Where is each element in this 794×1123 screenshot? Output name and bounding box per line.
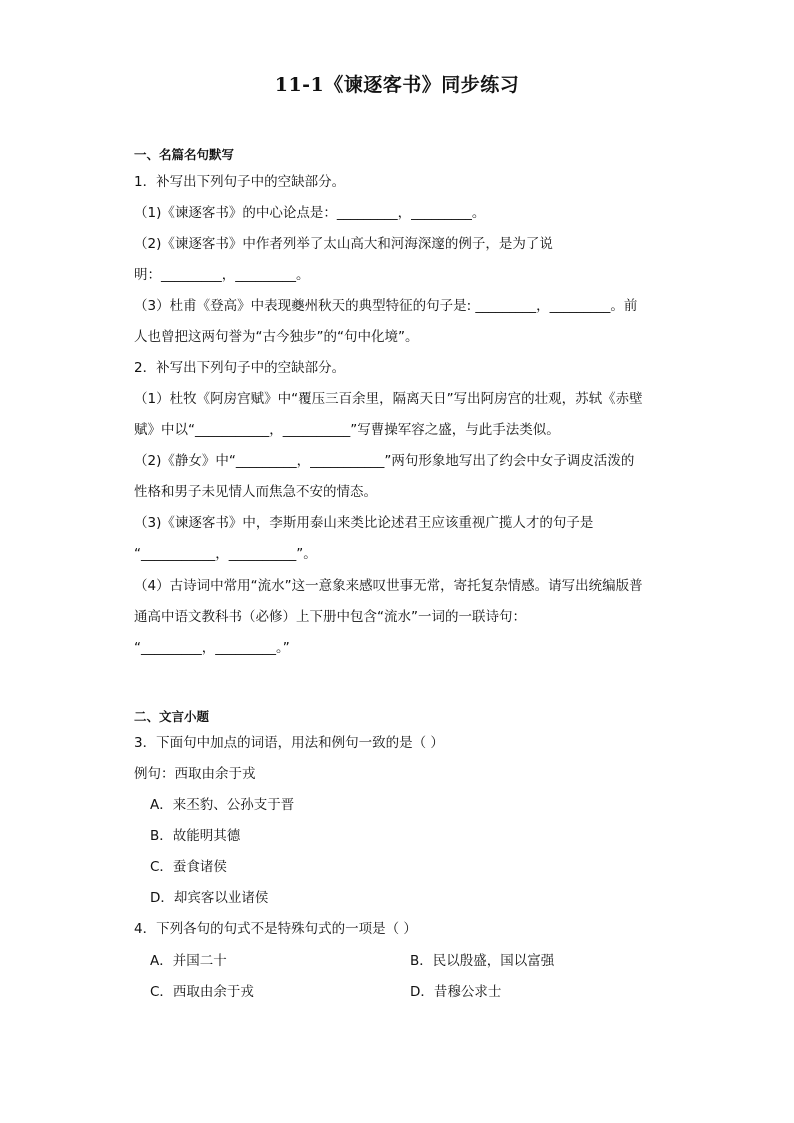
question-1-part-3-line-2: 人也曾把这两句誉为“古今独步”的“句中化境”。 (134, 329, 419, 345)
question-2-part-3-line-1: （3)《谏逐客书》中，李斯用泰山来类比论述君王应该重视广揽人才的句子是 (134, 515, 594, 531)
question-3-option-d[interactable]: D．却宾客以业诸侯 (150, 890, 269, 906)
question-4-option-a[interactable]: A．并国二十 (150, 953, 227, 969)
question-2-part-1-line-1: （1）杜牧《阿房宫赋》中“覆压三百余里，隔离天日”写出阿房宫的壮观，苏轼《赤壁 (134, 391, 643, 407)
question-1-part-2-line-2: 明：_________，_________。 (134, 267, 310, 283)
question-1-stem: 1．补写出下列句子中的空缺部分。 (134, 174, 346, 190)
question-2-part-2-line-1: （2)《静女》中“_________，___________”两句形象地写出了约会中女子调皮活泼的 (134, 453, 635, 469)
question-2-part-4-line-1: （4）古诗词中常用“流水”这一意象来感叹世事无常，寄托复杂情感。请写出统编版普 (134, 578, 643, 594)
question-2-part-3-line-2: “___________，__________”。 (134, 546, 317, 562)
question-2-part-4-line-3: “_________，_________。” (134, 640, 290, 656)
question-3-stem: 3．下面句中加点的词语，用法和例句一致的是（ ） (134, 735, 444, 751)
question-1-part-1: （1)《谏逐客书》的中心论点是：_________，_________。 (134, 205, 486, 221)
question-2-part-2-line-2: 性格和男子未见情人而焦急不安的情态。 (134, 484, 377, 500)
question-3-option-c[interactable]: C．蚕食诸侯 (150, 859, 227, 875)
question-3-option-b[interactable]: B．故能明其德 (150, 828, 241, 844)
question-2-stem: 2．补写出下列句子中的空缺部分。 (134, 360, 346, 376)
question-3-example: 例句：西取由余于戎 (134, 766, 256, 782)
question-2-part-1-line-2: 赋》中以“___________，__________”写曹操军容之盛，与此手法类似。 (134, 422, 560, 438)
question-1-part-2-line-1: （2)《谏逐客书》中作者列举了太山高大和河海深邃的例子，是为了说 (134, 236, 553, 252)
question-4-option-b[interactable]: B．民以殷盛，国以富强 (410, 953, 555, 969)
question-3-option-a[interactable]: A．来丕豹、公孙支于晋 (150, 797, 295, 813)
question-4-option-c[interactable]: C．西取由余于戎 (150, 984, 254, 1000)
section-heading-1: 一、名篇名句默写 (134, 147, 235, 162)
question-1-part-3-line-1: （3）杜甫《登高》中表现夔州秋天的典型特征的句子是: _________，_________。前 (134, 298, 638, 314)
question-4-option-d[interactable]: D．昔穆公求士 (410, 984, 502, 1000)
page-title: 11-1《谏逐客书》同步练习 (274, 74, 520, 96)
section-heading-2: 二、文言小题 (134, 709, 210, 724)
question-4-stem: 4．下列各句的句式不是特殊句式的一项是（ ） (134, 921, 417, 937)
question-2-part-4-line-2: 通高中语文教科书（必修）上下册中包含“流水”一词的一联诗句： (134, 609, 526, 625)
